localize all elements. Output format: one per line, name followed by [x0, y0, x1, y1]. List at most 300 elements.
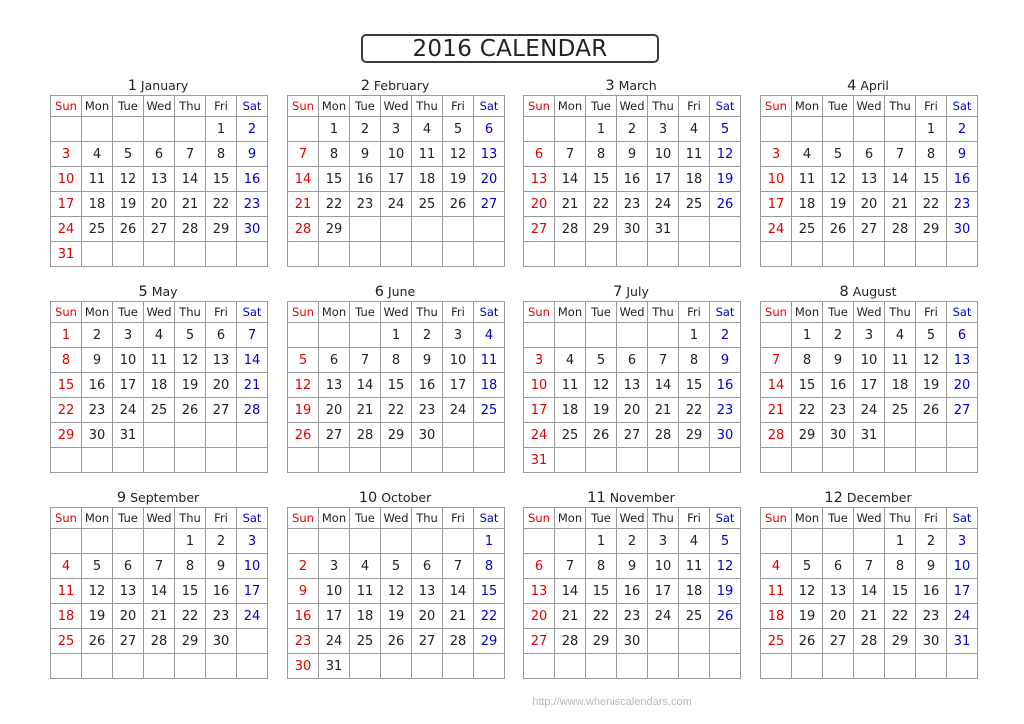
day-cell: 18	[885, 373, 916, 398]
empty-day-cell	[51, 448, 82, 473]
day-cell: 21	[144, 604, 175, 629]
empty-day-cell	[381, 217, 412, 242]
day-cell: 31	[319, 654, 350, 679]
day-cell: 2	[82, 323, 113, 348]
day-cell: 29	[319, 217, 350, 242]
day-cell: 5	[113, 142, 144, 167]
week-row	[524, 579, 741, 604]
month-title	[760, 76, 976, 95]
day-cell: 11	[51, 579, 82, 604]
day-cell: 27	[854, 217, 885, 242]
day-cell: 21	[443, 604, 474, 629]
day-cell: 8	[586, 554, 617, 579]
day-cell: 24	[319, 629, 350, 654]
month-title	[50, 282, 266, 301]
day-cell: 9	[288, 579, 319, 604]
weekday-header: Wed	[617, 96, 648, 117]
week-row	[524, 629, 741, 654]
day-cell: 6	[947, 323, 978, 348]
day-cell: 14	[237, 348, 268, 373]
week-row	[524, 217, 741, 242]
day-cell: 13	[144, 167, 175, 192]
day-cell: 28	[175, 217, 206, 242]
empty-day-cell	[710, 629, 741, 654]
weekday-header: Wed	[144, 96, 175, 117]
day-cell: 1	[586, 529, 617, 554]
empty-day-cell	[792, 529, 823, 554]
empty-day-cell	[710, 242, 741, 267]
day-cell: 13	[524, 167, 555, 192]
weekday-header: Sun	[524, 302, 555, 323]
day-cell: 13	[617, 373, 648, 398]
empty-day-cell	[443, 654, 474, 679]
empty-day-cell	[710, 448, 741, 473]
empty-day-cell	[761, 448, 792, 473]
day-cell: 3	[761, 142, 792, 167]
week-row	[524, 142, 741, 167]
day-cell: 13	[206, 348, 237, 373]
empty-day-cell	[175, 448, 206, 473]
empty-day-cell	[854, 448, 885, 473]
weekday-header: Thu	[175, 508, 206, 529]
month-block	[287, 282, 503, 473]
week-row	[761, 423, 978, 448]
month-block	[760, 76, 976, 267]
day-cell: 26	[175, 398, 206, 423]
week-row	[524, 167, 741, 192]
day-cell: 29	[586, 217, 617, 242]
empty-day-cell	[586, 448, 617, 473]
day-cell: 20	[617, 398, 648, 423]
week-row	[288, 654, 505, 679]
day-cell: 15	[381, 373, 412, 398]
week-row	[761, 579, 978, 604]
day-cell: 18	[350, 604, 381, 629]
empty-day-cell	[916, 423, 947, 448]
day-cell: 22	[175, 604, 206, 629]
empty-day-cell	[113, 529, 144, 554]
month-block	[760, 488, 976, 679]
day-cell: 4	[144, 323, 175, 348]
day-cell: 9	[617, 142, 648, 167]
day-cell: 23	[350, 192, 381, 217]
day-cell: 5	[823, 142, 854, 167]
weekday-header: Tue	[823, 96, 854, 117]
day-cell: 19	[916, 373, 947, 398]
day-cell: 3	[443, 323, 474, 348]
weekday-header: Thu	[885, 96, 916, 117]
month-name: October	[381, 490, 432, 505]
day-cell: 14	[555, 579, 586, 604]
day-cell: 19	[792, 604, 823, 629]
day-cell: 23	[237, 192, 268, 217]
weekday-header: Thu	[885, 508, 916, 529]
day-cell: 25	[792, 217, 823, 242]
day-cell: 2	[823, 323, 854, 348]
weekday-header-row	[761, 96, 978, 117]
day-cell: 22	[381, 398, 412, 423]
day-cell: 16	[412, 373, 443, 398]
day-cell: 4	[555, 348, 586, 373]
month-grid	[50, 301, 268, 473]
day-cell: 27	[144, 217, 175, 242]
month-name: April	[860, 78, 889, 93]
empty-day-cell	[381, 242, 412, 267]
day-cell: 4	[51, 554, 82, 579]
empty-day-cell	[350, 217, 381, 242]
day-cell: 3	[854, 323, 885, 348]
day-cell: 4	[474, 323, 505, 348]
empty-day-cell	[474, 423, 505, 448]
day-cell: 11	[679, 554, 710, 579]
empty-day-cell	[823, 242, 854, 267]
day-cell: 11	[792, 167, 823, 192]
day-cell: 9	[237, 142, 268, 167]
day-cell: 12	[82, 579, 113, 604]
day-cell: 16	[237, 167, 268, 192]
day-cell: 16	[916, 579, 947, 604]
weekday-header: Mon	[319, 302, 350, 323]
empty-day-cell	[792, 654, 823, 679]
day-cell: 9	[947, 142, 978, 167]
month-grid	[523, 301, 741, 473]
weekday-header: Tue	[823, 508, 854, 529]
day-cell: 16	[82, 373, 113, 398]
day-cell: 13	[113, 579, 144, 604]
weekday-header: Tue	[113, 96, 144, 117]
weekday-header: Thu	[412, 302, 443, 323]
day-cell: 20	[113, 604, 144, 629]
day-cell: 12	[175, 348, 206, 373]
empty-day-cell	[443, 529, 474, 554]
empty-day-cell	[679, 448, 710, 473]
day-cell: 12	[916, 348, 947, 373]
day-cell: 2	[916, 529, 947, 554]
empty-day-cell	[617, 654, 648, 679]
empty-day-cell	[474, 654, 505, 679]
month-name: July	[626, 284, 649, 299]
day-cell: 5	[710, 529, 741, 554]
weekday-header: Wed	[144, 508, 175, 529]
day-cell: 14	[144, 579, 175, 604]
empty-day-cell	[51, 654, 82, 679]
day-cell: 21	[761, 398, 792, 423]
day-cell: 17	[648, 167, 679, 192]
month-name: June	[388, 284, 416, 299]
day-cell: 11	[412, 142, 443, 167]
day-cell: 11	[555, 373, 586, 398]
day-cell: 14	[443, 579, 474, 604]
day-cell: 10	[113, 348, 144, 373]
day-cell: 8	[381, 348, 412, 373]
month-block	[287, 488, 503, 679]
week-row	[761, 217, 978, 242]
day-cell: 26	[381, 629, 412, 654]
day-cell: 13	[947, 348, 978, 373]
day-cell: 7	[885, 142, 916, 167]
day-cell: 23	[82, 398, 113, 423]
day-cell: 6	[617, 348, 648, 373]
day-cell: 22	[792, 398, 823, 423]
empty-day-cell	[82, 448, 113, 473]
empty-day-cell	[82, 242, 113, 267]
empty-day-cell	[51, 529, 82, 554]
week-row	[288, 323, 505, 348]
empty-day-cell	[885, 117, 916, 142]
weekday-header: Fri	[443, 302, 474, 323]
day-cell: 17	[947, 579, 978, 604]
weekday-header: Wed	[617, 508, 648, 529]
week-row	[524, 448, 741, 473]
day-cell: 29	[206, 217, 237, 242]
day-cell: 5	[175, 323, 206, 348]
empty-day-cell	[206, 423, 237, 448]
empty-day-cell	[319, 529, 350, 554]
day-cell: 4	[82, 142, 113, 167]
day-cell: 11	[679, 142, 710, 167]
week-row	[288, 167, 505, 192]
empty-day-cell	[82, 529, 113, 554]
weekday-header: Fri	[916, 96, 947, 117]
empty-day-cell	[679, 654, 710, 679]
empty-day-cell	[288, 529, 319, 554]
day-cell: 28	[648, 423, 679, 448]
day-cell: 6	[412, 554, 443, 579]
weekday-header-row	[288, 508, 505, 529]
month-number: 7	[613, 284, 623, 300]
empty-day-cell	[761, 529, 792, 554]
day-cell: 27	[617, 423, 648, 448]
empty-day-cell	[288, 323, 319, 348]
day-cell: 16	[350, 167, 381, 192]
day-cell: 5	[792, 554, 823, 579]
week-row	[524, 529, 741, 554]
month-grid	[50, 507, 268, 679]
weekday-header: Sat	[947, 96, 978, 117]
day-cell: 21	[555, 604, 586, 629]
empty-day-cell	[412, 448, 443, 473]
day-cell: 15	[586, 579, 617, 604]
day-cell: 18	[792, 192, 823, 217]
empty-day-cell	[586, 323, 617, 348]
day-cell: 6	[524, 554, 555, 579]
week-row	[761, 554, 978, 579]
day-cell: 26	[443, 192, 474, 217]
day-cell: 12	[443, 142, 474, 167]
week-row	[288, 242, 505, 267]
day-cell: 1	[51, 323, 82, 348]
weekday-header: Thu	[648, 302, 679, 323]
day-cell: 19	[710, 579, 741, 604]
day-cell: 15	[319, 167, 350, 192]
empty-day-cell	[237, 448, 268, 473]
weekday-header: Thu	[412, 96, 443, 117]
empty-day-cell	[412, 242, 443, 267]
day-cell: 1	[792, 323, 823, 348]
day-cell: 24	[947, 604, 978, 629]
day-cell: 31	[113, 423, 144, 448]
day-cell: 8	[679, 348, 710, 373]
empty-day-cell	[175, 117, 206, 142]
month-block	[50, 282, 266, 473]
day-cell: 6	[524, 142, 555, 167]
day-cell: 8	[51, 348, 82, 373]
day-cell: 18	[474, 373, 505, 398]
month-number: 4	[847, 78, 857, 94]
day-cell: 9	[82, 348, 113, 373]
month-block	[523, 282, 739, 473]
day-cell: 28	[555, 217, 586, 242]
empty-day-cell	[113, 448, 144, 473]
day-cell: 1	[586, 117, 617, 142]
day-cell: 24	[443, 398, 474, 423]
weekday-header: Fri	[916, 508, 947, 529]
month-title	[760, 488, 976, 507]
day-cell: 25	[82, 217, 113, 242]
empty-day-cell	[474, 242, 505, 267]
day-cell: 9	[617, 554, 648, 579]
day-cell: 25	[679, 192, 710, 217]
empty-day-cell	[443, 217, 474, 242]
day-cell: 20	[206, 373, 237, 398]
day-cell: 17	[854, 373, 885, 398]
day-cell: 23	[947, 192, 978, 217]
weekday-header: Wed	[381, 302, 412, 323]
day-cell: 14	[175, 167, 206, 192]
week-row	[51, 117, 268, 142]
day-cell: 7	[443, 554, 474, 579]
day-cell: 12	[710, 142, 741, 167]
day-cell: 15	[586, 167, 617, 192]
day-cell: 7	[761, 348, 792, 373]
month-number: 5	[138, 284, 148, 300]
month-grid	[760, 301, 978, 473]
week-row	[51, 167, 268, 192]
empty-day-cell	[823, 117, 854, 142]
empty-day-cell	[474, 448, 505, 473]
day-cell: 8	[175, 554, 206, 579]
empty-day-cell	[381, 654, 412, 679]
day-cell: 14	[854, 579, 885, 604]
day-cell: 7	[237, 323, 268, 348]
day-cell: 21	[555, 192, 586, 217]
weekday-header-row	[51, 508, 268, 529]
day-cell: 2	[710, 323, 741, 348]
day-cell: 13	[474, 142, 505, 167]
month-grid	[287, 301, 505, 473]
empty-day-cell	[144, 448, 175, 473]
weekday-header-row	[761, 302, 978, 323]
day-cell: 31	[947, 629, 978, 654]
day-cell: 26	[823, 217, 854, 242]
day-cell: 28	[854, 629, 885, 654]
day-cell: 24	[113, 398, 144, 423]
day-cell: 24	[648, 192, 679, 217]
empty-day-cell	[761, 117, 792, 142]
empty-day-cell	[113, 117, 144, 142]
day-cell: 17	[443, 373, 474, 398]
day-cell: 16	[617, 579, 648, 604]
weekday-header: Thu	[648, 96, 679, 117]
week-row	[761, 323, 978, 348]
day-cell: 28	[443, 629, 474, 654]
weekday-header-row	[51, 96, 268, 117]
weekday-header: Sat	[474, 508, 505, 529]
day-cell: 10	[319, 579, 350, 604]
calendar-title	[361, 34, 659, 63]
empty-day-cell	[710, 654, 741, 679]
empty-day-cell	[792, 117, 823, 142]
month-title	[50, 488, 266, 507]
day-cell: 16	[206, 579, 237, 604]
empty-day-cell	[206, 448, 237, 473]
day-cell: 17	[761, 192, 792, 217]
day-cell: 18	[761, 604, 792, 629]
day-cell: 22	[586, 604, 617, 629]
day-cell: 1	[916, 117, 947, 142]
day-cell: 4	[885, 323, 916, 348]
day-cell: 29	[51, 423, 82, 448]
day-cell: 12	[381, 579, 412, 604]
empty-day-cell	[113, 242, 144, 267]
weekday-header: Tue	[113, 302, 144, 323]
week-row	[51, 142, 268, 167]
day-cell: 25	[412, 192, 443, 217]
week-row	[524, 192, 741, 217]
day-cell: 24	[648, 604, 679, 629]
month-name: February	[373, 78, 430, 93]
day-cell: 7	[144, 554, 175, 579]
month-block	[523, 76, 739, 267]
month-title	[287, 282, 503, 301]
week-row	[288, 604, 505, 629]
day-cell: 1	[474, 529, 505, 554]
week-row	[524, 654, 741, 679]
week-row	[761, 192, 978, 217]
day-cell: 31	[854, 423, 885, 448]
day-cell: 29	[885, 629, 916, 654]
day-cell: 18	[555, 398, 586, 423]
day-cell: 30	[617, 217, 648, 242]
day-cell: 12	[288, 373, 319, 398]
day-cell: 5	[288, 348, 319, 373]
day-cell: 2	[617, 117, 648, 142]
empty-day-cell	[206, 654, 237, 679]
empty-day-cell	[443, 448, 474, 473]
day-cell: 8	[916, 142, 947, 167]
day-cell: 21	[648, 398, 679, 423]
week-row	[51, 654, 268, 679]
month-name: November	[609, 490, 675, 505]
month-title	[523, 76, 739, 95]
day-cell: 14	[555, 167, 586, 192]
empty-day-cell	[288, 117, 319, 142]
day-cell: 10	[947, 554, 978, 579]
day-cell: 19	[586, 398, 617, 423]
week-row	[51, 348, 268, 373]
day-cell: 26	[288, 423, 319, 448]
empty-day-cell	[854, 242, 885, 267]
weekday-header: Sat	[710, 302, 741, 323]
day-cell: 2	[947, 117, 978, 142]
day-cell: 6	[854, 142, 885, 167]
day-cell: 28	[885, 217, 916, 242]
week-row	[761, 373, 978, 398]
empty-day-cell	[854, 654, 885, 679]
month-block	[760, 282, 976, 473]
day-cell: 14	[885, 167, 916, 192]
month-number: 1	[127, 78, 137, 94]
